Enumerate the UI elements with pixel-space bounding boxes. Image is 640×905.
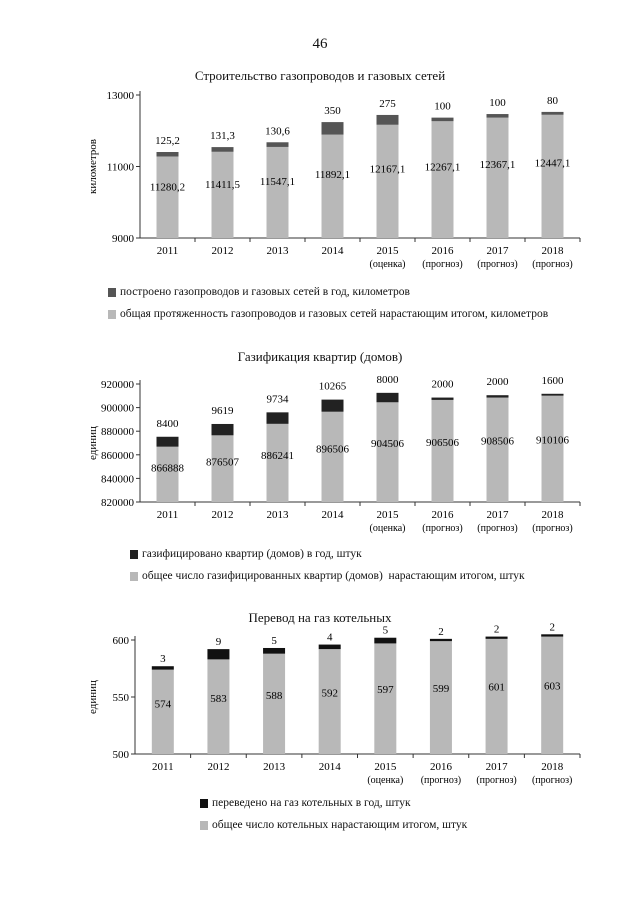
- legend-swatch: [130, 550, 138, 559]
- chart-boiler-conversion: [0, 621, 640, 800]
- bar-increment: [322, 122, 344, 135]
- x-tick-label: 2015: [376, 245, 399, 257]
- y-tick-label: 600: [112, 635, 129, 647]
- bar-total: [267, 424, 289, 502]
- legend-item-built-per-year: [108, 281, 548, 303]
- x-tick-sublabel: (оценка): [369, 523, 406, 534]
- bar-increment: [542, 112, 564, 115]
- x-tick-label: 2017: [486, 509, 509, 521]
- data-label-total: 11280,2: [149, 181, 186, 194]
- data-label-increment: 125,2: [155, 135, 180, 148]
- x-tick-label: 2013: [263, 761, 286, 773]
- bar-total: [377, 402, 399, 502]
- data-label-increment: 8400: [156, 417, 179, 430]
- bar-total: [430, 641, 452, 754]
- x-tick-label: 2013: [266, 509, 289, 521]
- data-label-increment: 350: [324, 105, 341, 118]
- data-label-increment: 2: [549, 621, 555, 634]
- legend-item-total-gasified: [130, 565, 525, 587]
- data-label-total: 11547,1: [259, 176, 296, 189]
- data-label-total: 588: [265, 689, 283, 702]
- legend-label: переведено на газ котельных в год, штук: [212, 797, 411, 809]
- y-axis-label: единиц: [87, 680, 99, 714]
- bar-total: [319, 649, 341, 754]
- x-tick-label: 2015: [374, 761, 397, 773]
- x-tick-label: 2012: [207, 761, 230, 773]
- data-label-total: 904506: [371, 438, 404, 451]
- legend-label: общая протяженность газопроводов и газовых сетей нарастающим итогом, километров: [120, 308, 549, 320]
- x-tick-label: 2016: [431, 245, 454, 257]
- bar-increment: [432, 398, 454, 400]
- bar-increment: [541, 634, 563, 636]
- data-label-increment: 2000: [486, 376, 509, 389]
- x-tick-sublabel: (прогноз): [476, 775, 517, 786]
- legend-item-total-length: [108, 303, 548, 325]
- data-label-total: 12367,1: [479, 159, 516, 172]
- legend-label: построено газопроводов и газовых сетей в год, километров: [120, 286, 410, 298]
- x-tick-sublabel: (прогноз): [531, 775, 573, 786]
- x-tick-label: 2015: [376, 509, 399, 521]
- bar-increment: [486, 637, 508, 639]
- data-label-total: 12447,1: [534, 157, 571, 170]
- x-tick-label: 2014: [318, 761, 341, 773]
- bar-increment: [322, 400, 344, 412]
- data-label-total: 906506: [426, 436, 459, 449]
- data-label-increment: 9: [215, 636, 222, 649]
- data-label-increment: 9734: [266, 393, 289, 406]
- bar-total: [374, 643, 396, 754]
- bar-increment: [212, 147, 234, 152]
- data-label-total: 574: [154, 698, 172, 711]
- x-tick-sublabel: (прогноз): [532, 523, 573, 534]
- data-label-increment: 100: [434, 100, 451, 113]
- bar-total: [152, 670, 174, 754]
- y-tick-label: 840000: [101, 473, 134, 486]
- data-label-increment: 5: [382, 624, 389, 637]
- x-tick-sublabel: (оценка): [367, 775, 404, 786]
- bar-increment: [157, 152, 179, 156]
- data-label-total: 886241: [261, 450, 294, 463]
- x-tick-label: 2012: [211, 245, 234, 257]
- y-axis-label: единиц: [87, 426, 99, 460]
- legend-gas-pipelines: [108, 281, 548, 325]
- bar-increment: [374, 638, 396, 644]
- x-tick-sublabel: (прогноз): [477, 259, 518, 270]
- bar-increment: [263, 648, 285, 654]
- legend-swatch: [108, 310, 116, 319]
- data-label-total: 908506: [481, 435, 514, 448]
- bar-total: [487, 398, 509, 502]
- bar-total: [157, 156, 179, 238]
- data-label-increment: 10265: [318, 380, 347, 393]
- legend-swatch: [108, 288, 116, 297]
- data-label-total: 12267,1: [424, 161, 461, 174]
- x-tick-sublabel: (прогноз): [532, 259, 573, 270]
- legend-boiler-conversion: [200, 792, 467, 836]
- bar-total: [322, 135, 344, 238]
- bar-total: [267, 147, 289, 238]
- bar-increment: [319, 645, 341, 650]
- bar-total: [377, 125, 399, 238]
- x-tick-sublabel: (прогноз): [422, 259, 463, 270]
- data-label-increment: 2: [493, 623, 500, 636]
- data-label-total: 603: [543, 680, 561, 693]
- y-tick-label: 11000: [106, 161, 134, 174]
- y-tick-label: 13000: [106, 90, 134, 102]
- data-label-increment: 130,6: [265, 125, 290, 138]
- legend-swatch: [130, 572, 138, 581]
- bar-increment: [212, 424, 234, 435]
- data-label-total: 896506: [316, 443, 349, 456]
- data-label-increment: 4: [326, 631, 333, 644]
- data-label-increment: 275: [379, 97, 396, 110]
- data-label-increment: 100: [489, 97, 506, 110]
- bar-total: [541, 637, 563, 754]
- legend-apartment-gasification: [130, 543, 525, 587]
- data-label-total: 599: [432, 682, 450, 695]
- bar-increment: [430, 639, 452, 641]
- x-tick-sublabel: (оценка): [369, 259, 406, 270]
- chart-apartment-gasification: [0, 372, 640, 562]
- bar-total: [542, 396, 564, 502]
- data-label-increment: 80: [547, 94, 558, 107]
- bar-increment: [377, 115, 399, 125]
- legend-label: общее число котельных нарастающим итогом, штук: [212, 819, 468, 831]
- x-tick-label: 2014: [321, 245, 344, 257]
- y-tick-label: 920000: [101, 379, 134, 391]
- y-tick-label: 500: [112, 749, 129, 761]
- bar-total: [432, 121, 454, 238]
- x-tick-label: 2018: [541, 245, 564, 257]
- bar-total: [487, 118, 509, 238]
- data-label-total: 592: [321, 687, 338, 700]
- data-label-increment: 131,3: [210, 130, 235, 143]
- data-label-increment: 2000: [431, 378, 454, 391]
- x-tick-label: 2018: [541, 761, 564, 773]
- data-label-total: 876507: [206, 456, 239, 469]
- data-label-total: 11411,5: [205, 178, 240, 191]
- bar-total: [212, 435, 234, 502]
- bar-increment: [267, 412, 289, 423]
- bar-increment: [487, 114, 509, 118]
- data-label-increment: 2: [438, 625, 444, 638]
- bar-total: [212, 152, 234, 238]
- y-tick-label: 550: [112, 692, 129, 704]
- x-tick-label: 2011: [152, 761, 174, 773]
- bar-total: [322, 412, 344, 502]
- legend-label: газифицировано квартир (домов) в год, штук: [142, 548, 362, 560]
- data-label-increment: 9619: [211, 404, 234, 417]
- legend-label: общее число газифицированных квартир (домов) нарастающим итогом, штук: [142, 570, 525, 582]
- legend-item-total-boilers: [200, 814, 467, 836]
- y-tick-label: 860000: [101, 449, 134, 462]
- x-tick-sublabel: (прогноз): [420, 775, 462, 786]
- bar-total: [486, 639, 508, 754]
- y-tick-label: 820000: [101, 497, 134, 509]
- data-label-total: 910106: [536, 434, 569, 447]
- x-tick-label: 2016: [429, 761, 452, 773]
- bar-increment: [542, 394, 564, 396]
- data-label-increment: 3: [160, 653, 166, 666]
- chart-title-apartment-gasification: Газификация квартир (домов): [237, 349, 403, 364]
- bar-increment: [377, 393, 399, 402]
- page-number: 46: [312, 36, 328, 52]
- x-tick-sublabel: (прогноз): [422, 523, 463, 534]
- y-tick-label: 9000: [112, 233, 134, 245]
- legend-item-gasified-per-year: [130, 543, 525, 565]
- bar-increment: [157, 437, 179, 447]
- data-label-total: 583: [210, 692, 227, 705]
- x-tick-label: 2017: [486, 245, 509, 257]
- data-label-increment: 8000: [376, 373, 399, 386]
- chart-title-gas-pipelines: Строительство газопроводов и газовых сетей: [194, 68, 446, 83]
- chart-title-boiler-conversion: Перевод на газ котельных: [248, 610, 392, 625]
- data-label-total: 12167,1: [369, 163, 406, 176]
- data-label-increment: 1600: [541, 374, 564, 387]
- y-tick-label: 880000: [101, 426, 134, 439]
- x-tick-label: 2012: [211, 509, 234, 521]
- x-tick-label: 2011: [156, 509, 179, 521]
- x-tick-label: 2011: [156, 245, 179, 257]
- y-tick-label: 900000: [101, 402, 134, 415]
- bar-total: [432, 400, 454, 502]
- x-tick-label: 2018: [541, 509, 564, 521]
- x-tick-label: 2016: [431, 509, 454, 521]
- data-label-total: 601: [488, 681, 505, 694]
- legend-item-converted-per-year: [200, 792, 467, 814]
- data-label-total: 11892,1: [314, 169, 351, 182]
- x-tick-label: 2014: [321, 509, 344, 521]
- x-tick-sublabel: (прогноз): [477, 523, 518, 534]
- bar-increment: [487, 395, 509, 397]
- y-axis-label: километров: [87, 139, 99, 194]
- bar-increment: [267, 142, 289, 147]
- data-label-total: 597: [377, 684, 394, 697]
- bar-increment: [152, 666, 174, 669]
- data-label-increment: 5: [271, 634, 277, 647]
- bar-increment: [207, 649, 229, 659]
- data-label-total: 866888: [151, 462, 184, 475]
- x-tick-label: 2013: [266, 245, 289, 257]
- legend-swatch: [200, 821, 208, 830]
- bar-total: [542, 115, 564, 238]
- x-tick-label: 2017: [485, 761, 508, 773]
- legend-swatch: [200, 799, 208, 808]
- bar-total: [263, 654, 285, 754]
- bar-total: [207, 659, 229, 754]
- bar-increment: [432, 118, 454, 122]
